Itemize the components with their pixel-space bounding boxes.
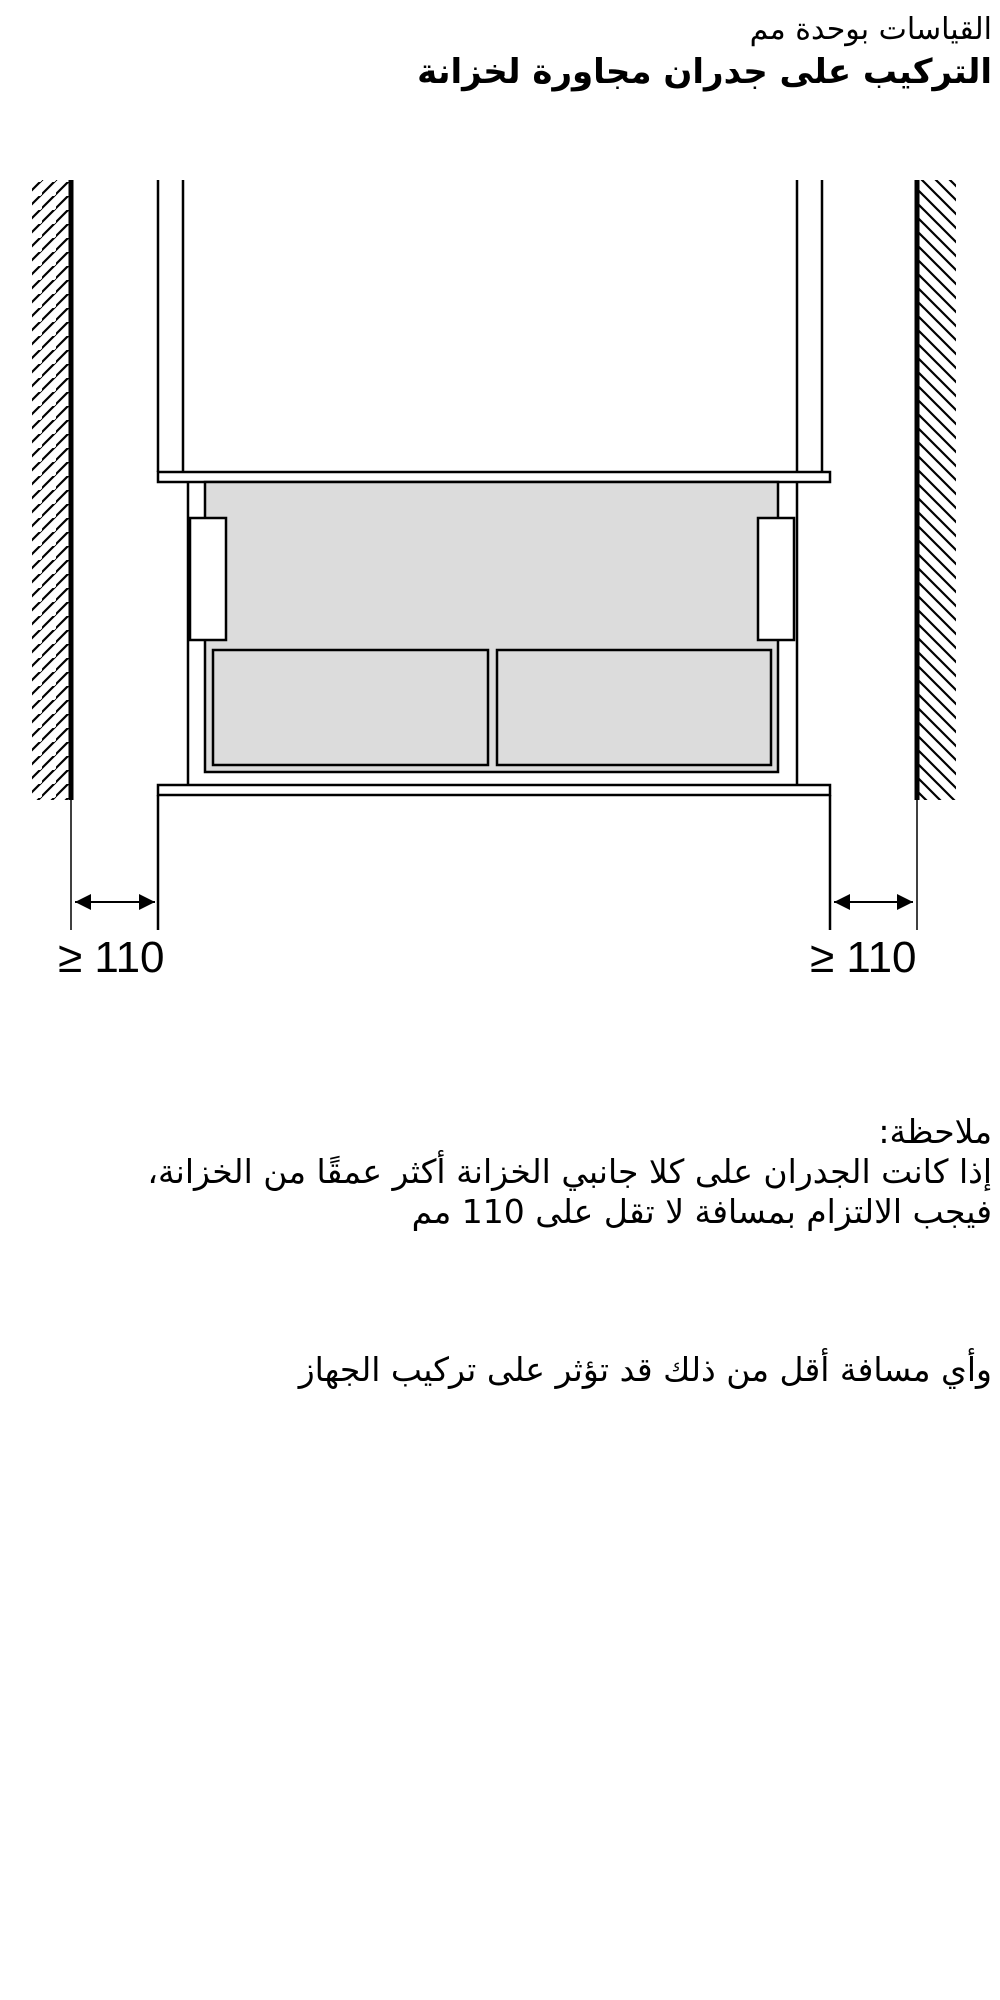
cabinet-right-side xyxy=(797,180,830,930)
units-label: القياسات بوحدة مم xyxy=(749,12,992,47)
dimension-label-left: ≥ 110 xyxy=(58,933,165,982)
dimension-left xyxy=(71,800,155,930)
page-title: التركيب على جدران مجاورة لخزانة xyxy=(417,52,992,92)
cabinet-left-side xyxy=(158,180,183,930)
installation-diagram xyxy=(0,0,1000,940)
left-wall xyxy=(32,180,71,800)
note-block xyxy=(12,1112,992,1232)
note-label: ملاحظة: xyxy=(878,1112,992,1151)
dimension-right xyxy=(834,800,917,930)
consequence-text: وأي مسافة أقل من ذلك قد تؤثر على تركيب الجهاز xyxy=(298,1350,992,1389)
dimension-label-right: ≥ 110 xyxy=(810,933,917,982)
right-wall xyxy=(917,180,956,800)
note-line-2: فيجب الالتزام بمسافة لا تقل على 110 مم xyxy=(411,1192,992,1231)
appliance xyxy=(158,472,830,795)
note-line-1: إذا كانت الجدران على كلا جانبي الخزانة أكثر عمقًا من الخزانة، xyxy=(147,1152,992,1191)
